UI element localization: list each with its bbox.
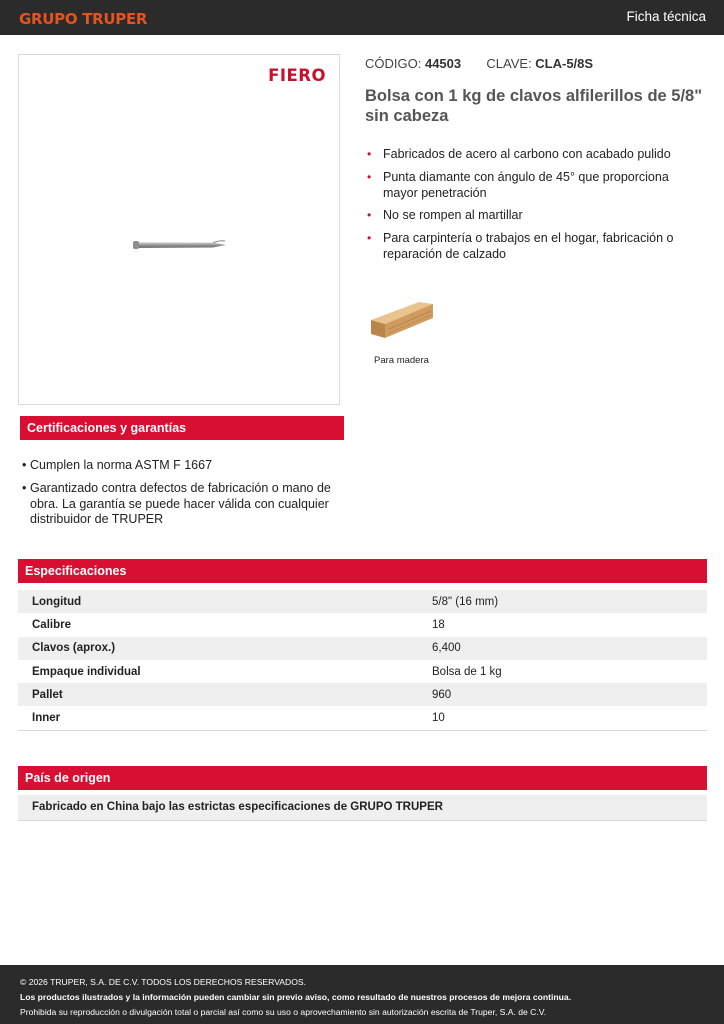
spec-label: Calibre	[32, 618, 71, 631]
brand-logo: GRUPO TRUPER	[19, 10, 148, 28]
footer	[0, 965, 724, 1024]
codigo-value: 44503	[424, 56, 462, 71]
specifications-table	[18, 590, 707, 731]
spec-label: Pallet	[18, 683, 432, 706]
footer-notice: Los productos ilustrados y la información pueden cambiar sin previo aviso, como resultado de nuestros procesos de mejora continua.	[20, 992, 572, 1002]
ficha-tecnica-label: Ficha técnica	[626, 9, 706, 24]
clave-value: CLA-5/8S	[535, 56, 594, 71]
table-row	[18, 590, 707, 613]
nail-image	[131, 237, 227, 253]
clave-label: CLAVE:	[486, 56, 532, 71]
spec-value: 5/8" (16 mm)	[432, 590, 707, 613]
feature-item: • Para carpintería o trabajos en el hogar, fabricación o reparación de calzado	[367, 230, 674, 261]
table-row	[18, 683, 707, 706]
spec-label: Longitud	[18, 590, 432, 613]
feature-item: • No se rompen al martillar	[367, 208, 523, 222]
origin-text: Fabricado en China bajo las estrictas especificaciones de GRUPO TRUPER	[18, 795, 707, 821]
spec-value: Bolsa de 1 kg	[432, 665, 502, 678]
specifications-header: Especificaciones	[18, 559, 707, 583]
origin-header: País de origen	[18, 766, 707, 790]
table-row	[18, 613, 707, 636]
spec-label: Empaque individual	[32, 665, 141, 678]
table-row	[18, 706, 707, 730]
spec-value: 6,400	[432, 637, 707, 660]
application-label: Para madera	[374, 355, 429, 366]
spec-value: 10	[432, 706, 707, 730]
product-title: Bolsa con 1 kg de clavos alfilerillos de 5/8" sin cabeza	[365, 87, 703, 125]
table-row	[18, 637, 707, 660]
spec-value: 18	[432, 618, 445, 631]
features-list	[365, 146, 700, 268]
top-bar	[0, 0, 724, 35]
certifications-header: Certificaciones y garantías	[20, 416, 344, 440]
table-row	[18, 660, 707, 683]
fiero-logo: FIERO	[268, 66, 326, 85]
footer-copyright: © 2026 TRUPER, S.A. DE C.V. TODOS LOS DERECHOS RESERVADOS.	[20, 977, 307, 987]
feature-item: • Punta diamante con ángulo de 45° que proporciona mayor penetración	[367, 169, 669, 200]
feature-item: • Fabricados de acero al carbono con acabado pulido	[367, 147, 671, 161]
spec-label: Clavos (aprox.)	[18, 637, 432, 660]
certification-item: • Garantizado contra defectos de fabricación o mano de obra. La garantía se puede hacer válida con cualquier distribuidor de TRUPER	[22, 481, 331, 526]
wood-plank-icon	[369, 296, 435, 340]
product-codes	[365, 56, 593, 71]
spec-label: Inner	[18, 706, 432, 730]
footer-prohibition: Prohibida su reproducción o divulgación total o parcial así como su uso o aprovechamiento sin autorización escrita de Truper, S.A. de C.V.	[20, 1007, 547, 1017]
product-image-box	[18, 54, 340, 405]
certification-item: • Cumplen la norma ASTM F 1667	[22, 458, 213, 472]
codigo-label: CÓDIGO:	[365, 56, 422, 71]
certifications-list	[22, 458, 342, 535]
spec-value: 960	[432, 683, 707, 706]
